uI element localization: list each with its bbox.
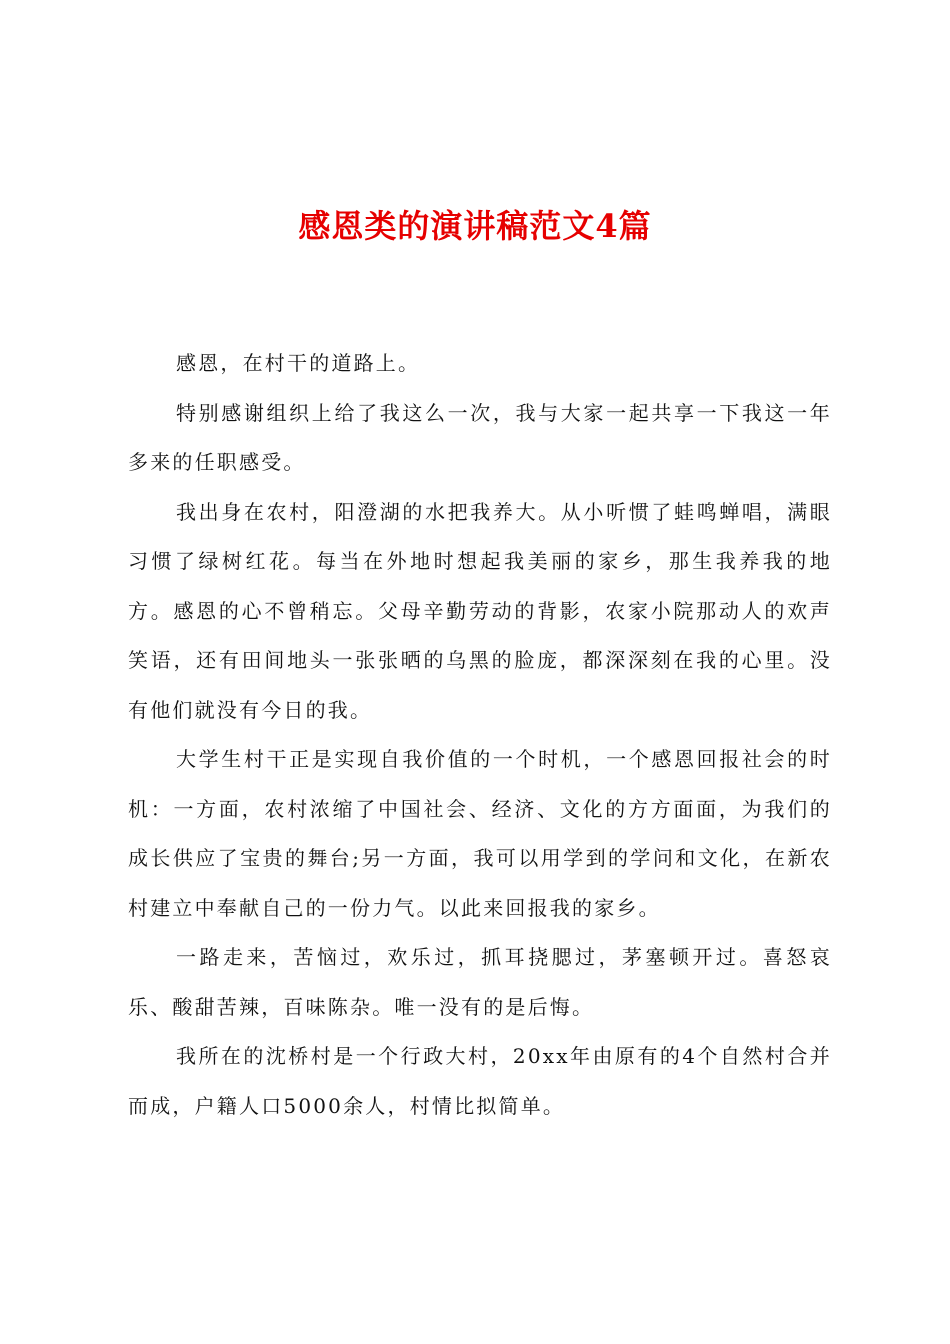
paragraph-5: 一路走来，苦恼过，欢乐过，抓耳挠腮过，茅塞顿开过。喜怒哀乐、酸甜苦辣，百味陈杂。唯一没有的是后悔。 xyxy=(128,945,832,1019)
document-title: 感恩类的演讲稿范文4篇 xyxy=(298,207,652,245)
paragraph-3: 我出身在农村，阳澄湖的水把我养大。从小听惯了蛙鸣蝉唱，满眼习惯了绿树红花。每当在外地时想起我美丽的家乡，那生我养我的地方。感恩的心不曾稍忘。父母辛勤劳动的背影，农家小院那动人的欢声笑语，还有田间地头一张张晒的乌黑的脸庞，都深深刻在我的心里。没有他们就没有今日的我。 xyxy=(128,499,832,722)
document-body xyxy=(128,339,832,1131)
paragraph-2: 特别感谢组织上给了我这么一次，我与大家一起共享一下我这一年多来的任职感受。 xyxy=(128,400,832,474)
paragraph-4: 大学生村干正是实现自我价值的一个时机，一个感恩回报社会的时机：一方面，农村浓缩了中国社会、经济、文化的方方面面，为我们的成长供应了宝贵的舞台;另一方面，我可以用学到的学问和文化，在新农村建立中奉献自己的一份力气。以此来回报我的家乡。 xyxy=(128,747,832,920)
paragraph-1: 感恩，在村干的道路上。 xyxy=(176,351,421,375)
paragraph-6: 我所在的沈桥村是一个行政大村，20xx年由原有的4个自然村合并而成，户籍人口5000余人，村情比拟简单。 xyxy=(128,1044,832,1118)
